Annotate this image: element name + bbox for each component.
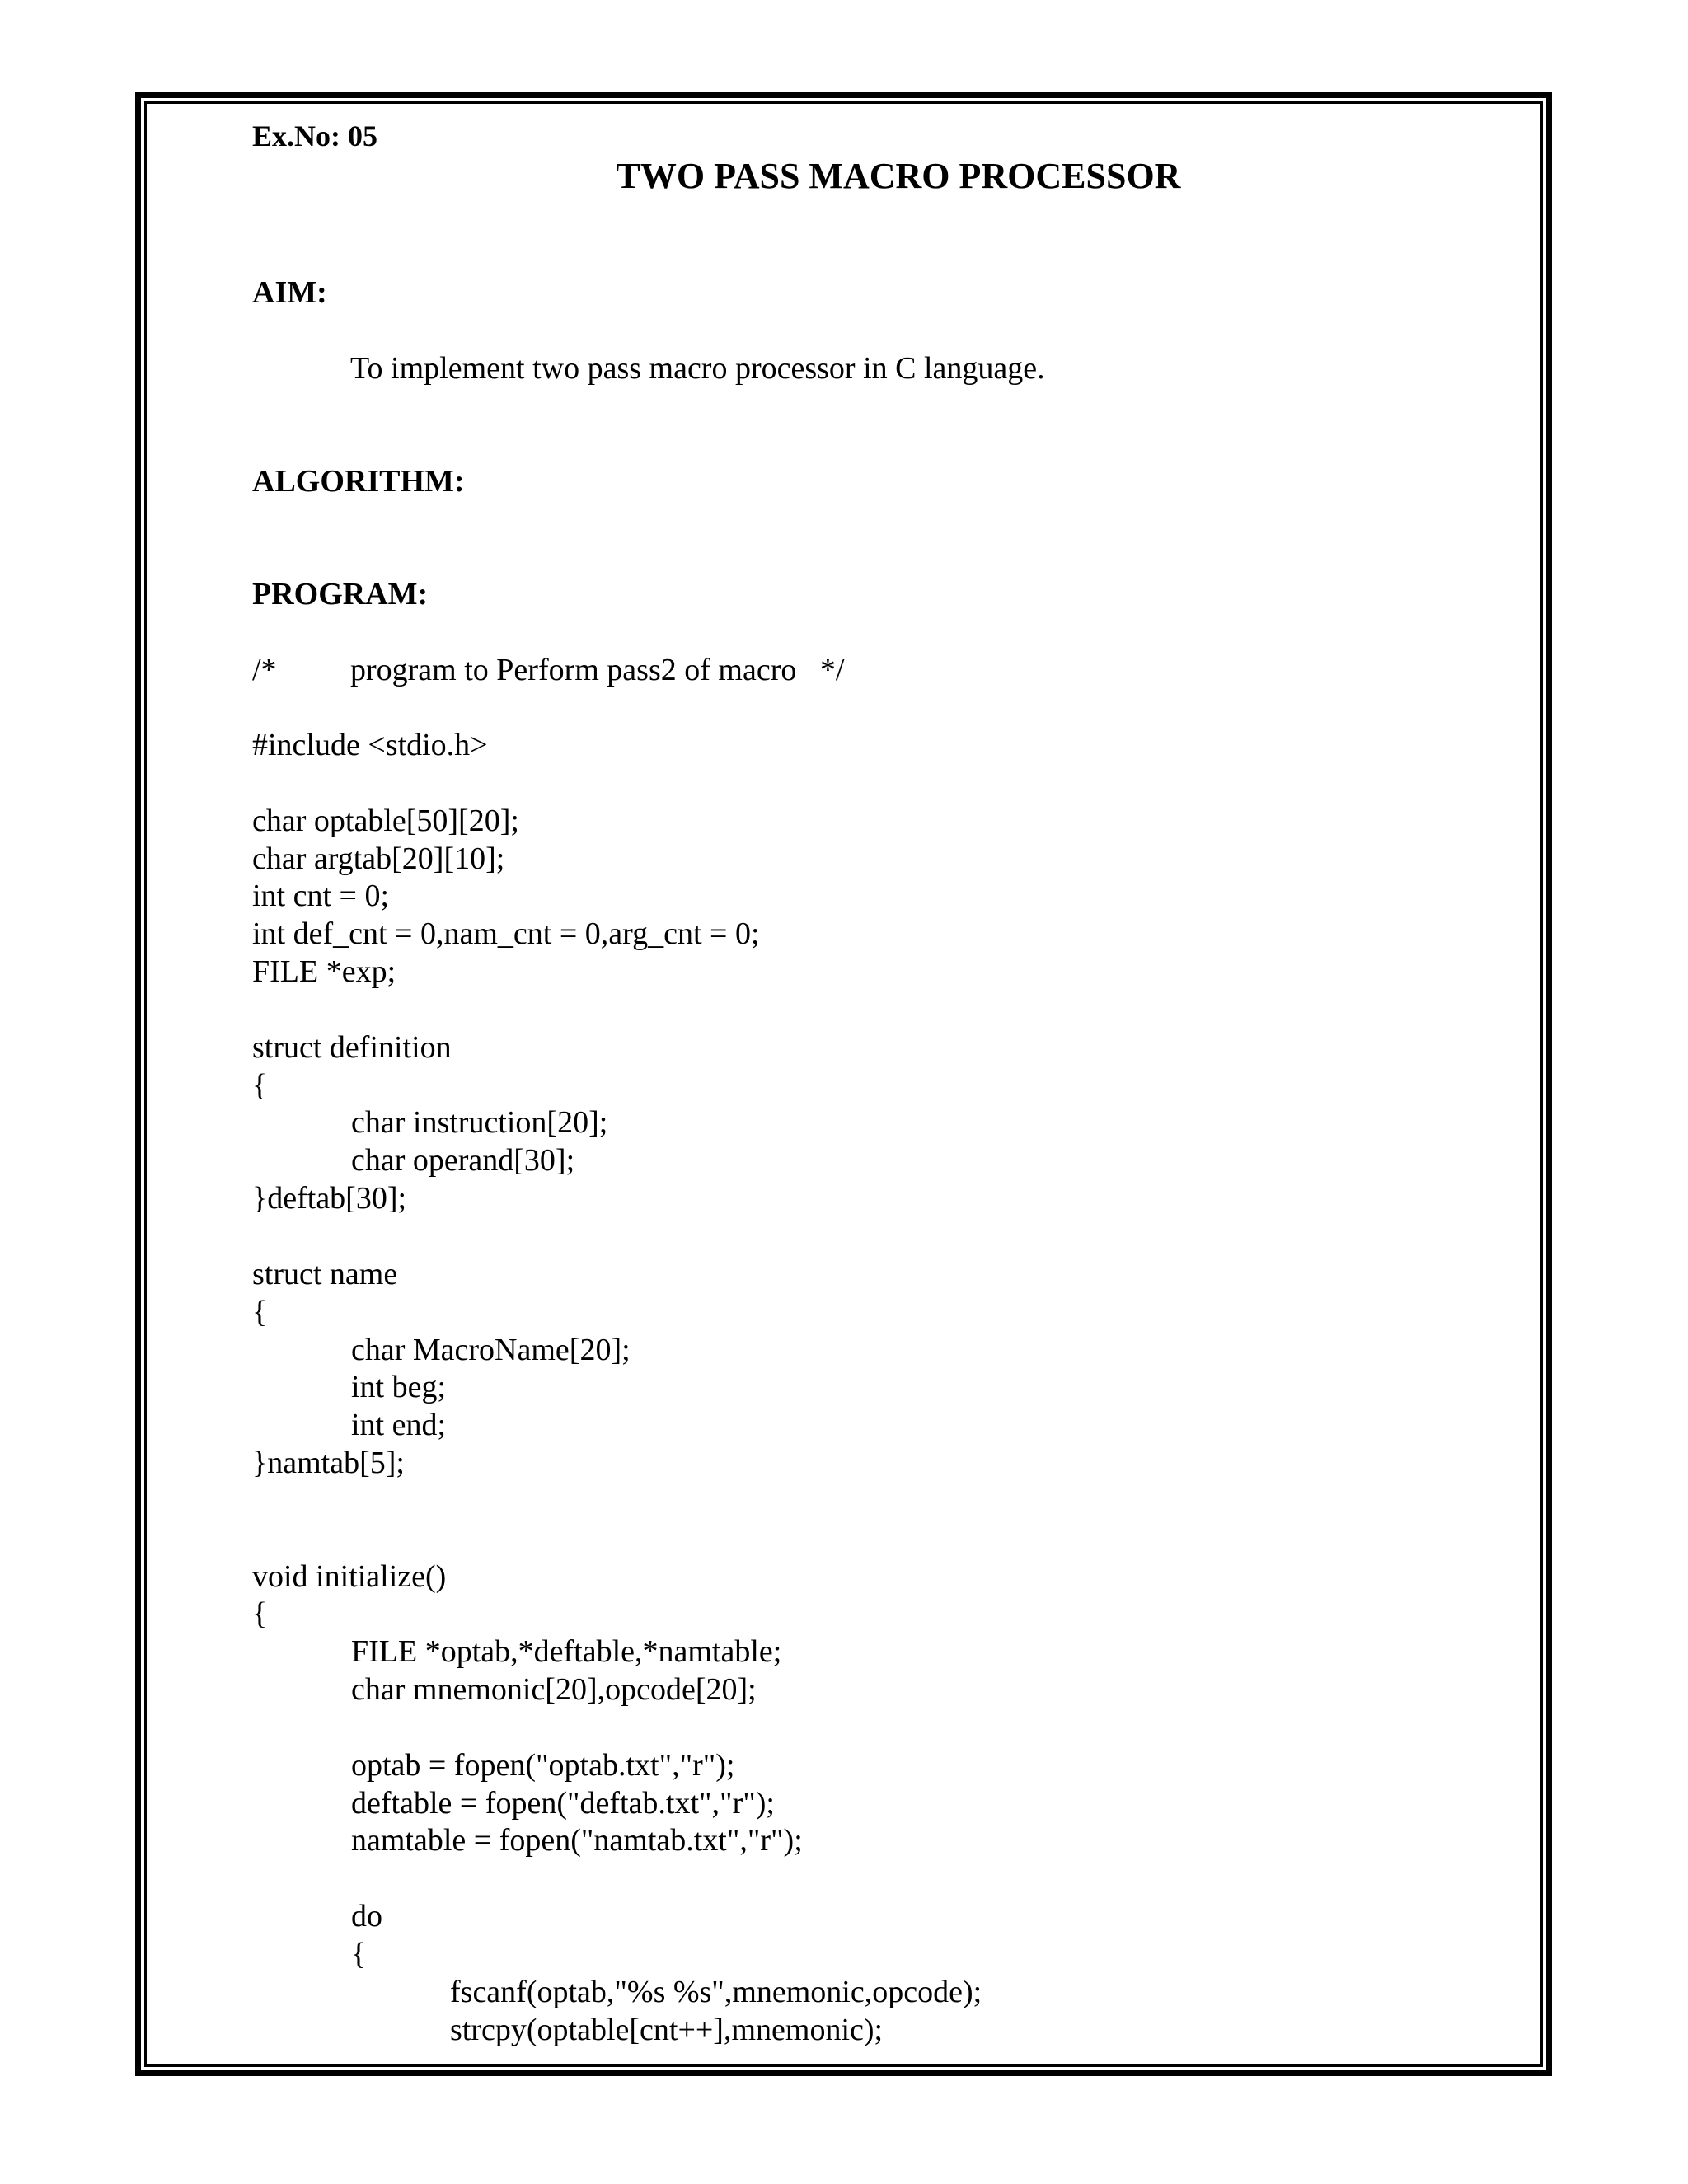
code-line: strcpy(optable[cnt++],mnemonic); <box>450 2012 884 2047</box>
code-line: { <box>252 1067 268 1103</box>
code-listing <box>252 727 982 2050</box>
code-line: }namtab[5]; <box>252 1446 405 1481</box>
code-line: }deftab[30]; <box>252 1181 407 1216</box>
code-line: void initialize() <box>252 1558 447 1594</box>
exercise-number: Ex.No: 05 <box>252 120 377 152</box>
code-line: { <box>252 1294 268 1329</box>
code-line: { <box>351 1937 367 1971</box>
program-heading: PROGRAM: <box>252 577 429 612</box>
code-line: do <box>351 1899 382 1934</box>
code-line: char instruction[20]; <box>351 1105 608 1141</box>
code-line: char argtab[20][10]; <box>252 841 505 876</box>
code-line: char optable[50][20]; <box>252 803 519 838</box>
code-line: fscanf(optab,"%s %s",mnemonic,opcode); <box>450 1974 982 2009</box>
code-line <box>252 1218 982 1256</box>
algorithm-heading: ALGORITHM: <box>252 464 465 499</box>
code-comment-open: /* <box>252 653 277 687</box>
code-line <box>252 991 982 1029</box>
code-line: FILE *exp; <box>252 954 396 990</box>
code-line: char mnemonic[20],opcode[20]; <box>351 1672 757 1708</box>
code-line: namtable = fopen("namtab.txt","r"); <box>351 1823 803 1858</box>
code-line: { <box>252 1596 268 1632</box>
code-line: int def_cnt = 0,nam_cnt = 0,arg_cnt = 0; <box>252 916 760 952</box>
page-title: TWO PASS MACRO PROCESSOR <box>616 156 1181 196</box>
code-line: int end; <box>351 1408 447 1443</box>
code-line: int cnt = 0; <box>252 879 390 914</box>
code-line: optab = fopen("optab.txt","r"); <box>351 1747 735 1783</box>
code-line <box>252 1483 982 1521</box>
code-line: char MacroName[20]; <box>351 1332 631 1367</box>
code-line: struct name <box>252 1256 398 1291</box>
code-line: char operand[30]; <box>351 1143 575 1179</box>
code-line: #include <stdio.h> <box>252 728 488 762</box>
code-line <box>252 765 982 803</box>
code-comment-text: program to Perform pass2 of macro */ <box>350 653 845 687</box>
code-line: int beg; <box>351 1370 447 1405</box>
code-line <box>252 1521 982 1558</box>
code-line <box>252 1709 982 1747</box>
code-line <box>252 1860 982 1898</box>
code-line: deftable = fopen("deftab.txt","r"); <box>351 1785 775 1821</box>
aim-text: To implement two pass macro processor in C language. <box>350 351 1045 386</box>
aim-heading: AIM: <box>252 275 327 310</box>
code-line: struct definition <box>252 1029 452 1065</box>
code-line: FILE *optab,*deftable,*namtable; <box>351 1634 782 1670</box>
